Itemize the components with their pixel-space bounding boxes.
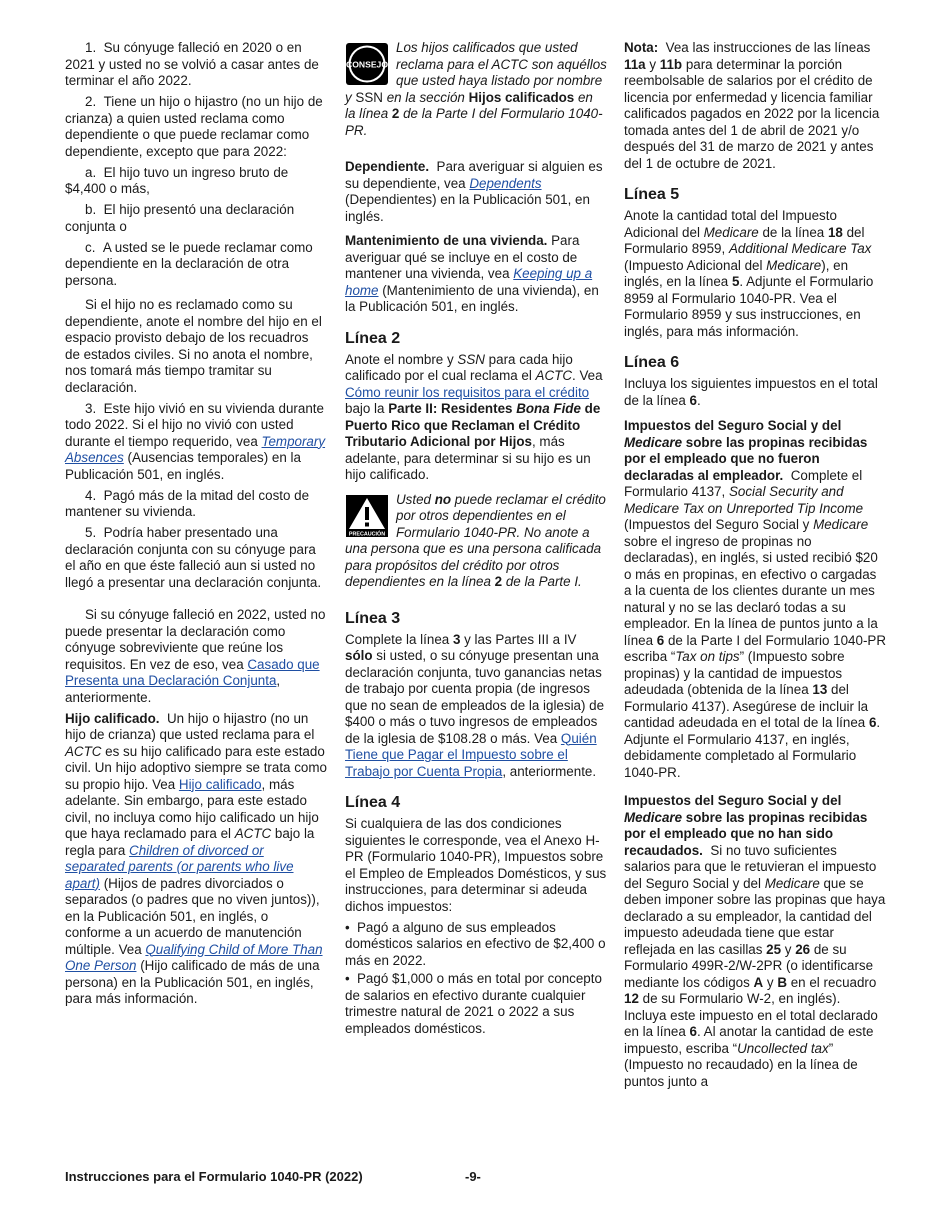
paragraph-line-5: Anote la cantidad total del Impuesto Adicional del Medicare de la línea 18 del Formulario 8959, Additional Medicare Tax (Impuesto Adicional del Medicare), en inglés, en la línea 5. Adjunte el Formulario 8959 al Formulario 1040-PR. Vea el Formulario 8959 y sus instrucciones, en inglés, para más información. [624,208,874,339]
column-left [65,40,327,1012]
temporary-absences-link[interactable]: Temporary Absences [65,433,326,465]
paragraph-note: Nota: Vea las instrucciones de las líneas 11a y 11b para determinar la porción reembolsable de salarios por el crédito de licencia por enfermedad y licencia familiar calificados pagados en 2022 por la licencia tomada antes del 1 de abril de 2021 y/o después del 31 de marzo de 2021 y antes del 1 de octubre de 2021. [624,40,880,171]
paragraph-keeping-home: Mantenimiento de una vivienda. Para averiguar qué se incluye en el costo de mantener una vivienda, vea Keeping up a home (Mantenimiento de una vivienda), en la Publicación 501, en inglés. [345,233,599,314]
item-2a: a. El hijo tuvo un ingreso bruto de $4,400 o más, [65,164,289,196]
line-4-heading: Línea 4 [345,794,401,811]
paragraph-line-2: Anote el nombre y SSN para cada hijo calificado por el cual reclama el ACTC. Vea Cómo reunir los requisitos para el crédito bajo la Parte II: Residentes Bona Fide de Puerto Rico que Reclaman el Crédito Tributario Adicional por Hijos, más adelante, para determinar si su hijo es un hijo calificado. [345,351,603,482]
line-2-heading: Línea 2 [345,329,401,347]
page-number: -9- [465,1169,481,1184]
paragraph-line-6: Incluya los siguientes impuestos en el total de la línea 6. [624,376,878,408]
keeping-up-home-link[interactable]: Keeping up a home [345,266,593,298]
paragraph-line-4: Si cualquiera de las dos condiciones siguientes le corresponde, vea el Anexo H-PR (Formulario 1040-PR), Impuestos sobre el Empleo de Empleados Domésticos, y sus instrucciones, para determinar si adeuda dichos impuestos: [345,816,607,914]
item-2c: c. A usted se le puede reclamar como dependiente en la declaración de otra persona. [65,239,313,288]
dependent-heading: Dependiente. [345,159,430,174]
line-5-heading: Línea 5 [624,186,680,203]
keeping-home-heading: Mantenimiento de una vivienda. [345,233,548,248]
requirements-credit-link[interactable]: Cómo reunir los requisitos para el crédito [345,384,590,400]
footer-title: Instrucciones para el Formulario 1040-PR (2022) [65,1169,363,1184]
bullet-icon: • [345,919,350,935]
paragraph-uncollected-tips: Impuestos del Seguro Social y del Medicare sobre las propinas recibidas por el empleado que no han sido recaudados. Si no tuvo suficientes salarios para que le retuvieran el impuesto del Seguro Social y del Medicare que se deben imponer sobre las propinas que haya declarado a su empleador, la cantidad del impuesto adeudada tiene que estar reflejada en las casillas 25 y 26 de su Formulario 499R-2/W-2PR (o identificarse mediante los códigos A y B en el recuadro 12 de su Formulario W-2, en inglés). Incluya este impuesto en el total declarado en la línea 6. Al anotar la cantidad de este impuesto, escriba “Uncollected tax” (Impuesto no recaudado) en la línea de puntos junto a [624,793,886,1089]
item-5: 5. Podría haber presentado una declaración conjunta con su cónyuge para el año en que éste falleció aun si usted no llegó a presentar una declaración conjunta. [65,525,322,590]
item-2b: b. El hijo presentó una declaración conjunta o [65,202,295,234]
tip-icon [345,42,389,86]
paragraph-dependent: Dependiente. Para averiguar si alguien es su dependiente, vea Dependents (Dependientes) en la Publicación 501, en inglés. [345,159,603,224]
line-6-heading: Línea 6 [624,354,680,371]
column-middle [345,40,607,1042]
item-3: 3. Este hijo vivió en su vivienda durante todo 2022. Si el hijo no vivió con usted durante el tiempo requerido, vea Temporary Absences (Ausencias temporales) en la Publicación 501, en inglés. [65,400,326,482]
paragraph-spouse-died-2022: Si su cónyuge falleció en 2022, usted no puede presentar la declaración como cónyuge sobreviviente que reúne los requisitos. En vez de eso, vea Casado que Presenta una Declaración Conjunta, anteriormente. [65,607,326,705]
qualifying-child-link[interactable]: Hijo calificado [178,776,262,792]
caution-note: PRECAUCIÓN Usted no puede reclamar el crédito por otros dependientes en el Formulario 1040-PR. No anote a una persona que es una persona calificada para propósitos del crédito por otros dependientes en la línea 2 de la Parte I. [345,491,606,589]
item-2: 2. Tiene un hijo o hijastro (no un hijo de crianza) a quien usted reclama como dependiente o que puede reclamar como dependiente, excepto que para 2022: [65,94,323,159]
paragraph-unclaimed-child: Si el hijo no es reclamado como su dependiente, anote el nombre del hijo en el espacio provisto debajo de los recuadros de estados civiles. Si no anota el nombre, nos tomará más tiempo tramitar su declaración. [65,297,322,395]
bullet-item: • Pagó $1,000 o más en total por concepto de salarios en efectivo durante cualquier trimestre natural de 2021 o 2022 a sus empleados domésticos. [345,971,602,1036]
tip-note: CONSEJO Los hijos calificados que usted reclama para el ACTC son aquéllos que usted haya listado por nombre y SSN en la sección Hijos calificados en la línea 2 de la Parte I del Formulario 1040-PR. [345,40,607,138]
dependents-link[interactable]: Dependents [469,175,542,191]
caution-label: PRECAUCIÓN [348,531,386,537]
qualifying-child-more-than-one-link[interactable]: Qualifying Child of More Than One Person [65,941,323,973]
tip-label: CONSEJO [345,59,389,70]
bullet-icon: • [345,971,350,986]
divorced-parents-link[interactable]: Children of divorced or separated parents (or parents who live apart) [65,842,294,891]
self-employment-tax-link[interactable]: Quién Tiene que Pagar el Impuesto sobre el Trabajo por Cuenta Propia [345,730,597,779]
joint-return-link[interactable]: Casado que Presenta una Declaración Conjunta [65,656,320,688]
line-3-heading: Línea 3 [345,609,401,627]
item-4: 4. Pagó más de la mitad del costo de mantener su vivienda. [65,487,310,519]
note-heading: Nota: [624,40,659,55]
paragraph-unreported-tips: Impuestos del Seguro Social y del Medicare sobre las propinas recibidas por el empleado que no fueron declaradas al empleador. Complete el Formulario 4137, Social Security and Medicare Tax on Unreported Tip Income (Impuestos del Seguro Social y Medicare sobre el ingreso de propinas no declaradas), en inglés, si usted recibió $20 o más en propinas, en efectivo o cargadas a la cuenta de los clientes durante un mes natural y no se las declaró todas a su empleador. En la línea de puntos junto a la línea 6 de la Parte I del Formulario 1040-PR escriba “Tax on tips” (Impuesto sobre propinas) y la cantidad de impuestos adeudada (obtenida de la línea 13 del Formulario 4137). Asegúrese de incluir la cantidad adeudada en el total de la línea 6. Adjunte el Formulario 4137, en inglés, debidamente completado al Formulario 1040-PR. [624,418,887,780]
caution-icon [345,494,389,538]
column-right [624,40,886,1095]
paragraph-qualifying-child: Hijo calificado. Un hijo o hijastro (no un hijo de crianza) que usted reclama para el ACTC es su hijo calificado para este estado civil. Un hijo adoptivo siempre se trata como su propio hijo. Vea Hijo calificado, más adelante. Sin embargo, para este estado civil, no incluya como hijo calificado un hijo que haya reclamado para el ACTC bajo la regla para Children of divorced or separated parents (or parents who live apart) (Hijos de padres divorciados o separados (o padres que no viven juntos)), en la Publicación 501, en inglés, o conforme a un acuerdo de manutención múltiple. Vea Qualifying Child of More Than One Person (Hijo calificado de más de una persona) en la Publicación 501, en inglés, para más información. [65,710,327,1006]
bullet-item: • Pagó a alguno de sus empleados domésticos salarios en efectivo de $2,400 o más en 2022. [345,919,606,968]
item-1: 1. Su cónyuge falleció en 2020 o en 2021 y usted no se volvió a casar antes de terminar el año 2022. [65,40,319,88]
qualifying-child-heading: Hijo calificado. [65,710,160,726]
unreported-tips-heading: Impuestos del Seguro Social y del Medicare sobre las propinas recibidas por el empleado que no fueron declaradas al empleador. [624,418,868,483]
uncollected-tips-heading: Impuestos del Seguro Social y del Medicare sobre las propinas recibidas por el empleado que no han sido recaudados. [624,793,868,858]
paragraph-line-3: Complete la línea 3 y las Partes III a IV sólo si usted, o su cónyuge presentan una declaración conjunta, tuvo ganancias netas de trabajo por cuenta propia (de ingresos que no sean de empleados de la iglesia) de $400 o más o tuvo ingresos de empleados de la iglesia de $108.28 o más. Vea Quién Tiene que Pagar el Impuesto sobre el Trabajo por Cuenta Propia, anteriormente. [345,631,605,779]
